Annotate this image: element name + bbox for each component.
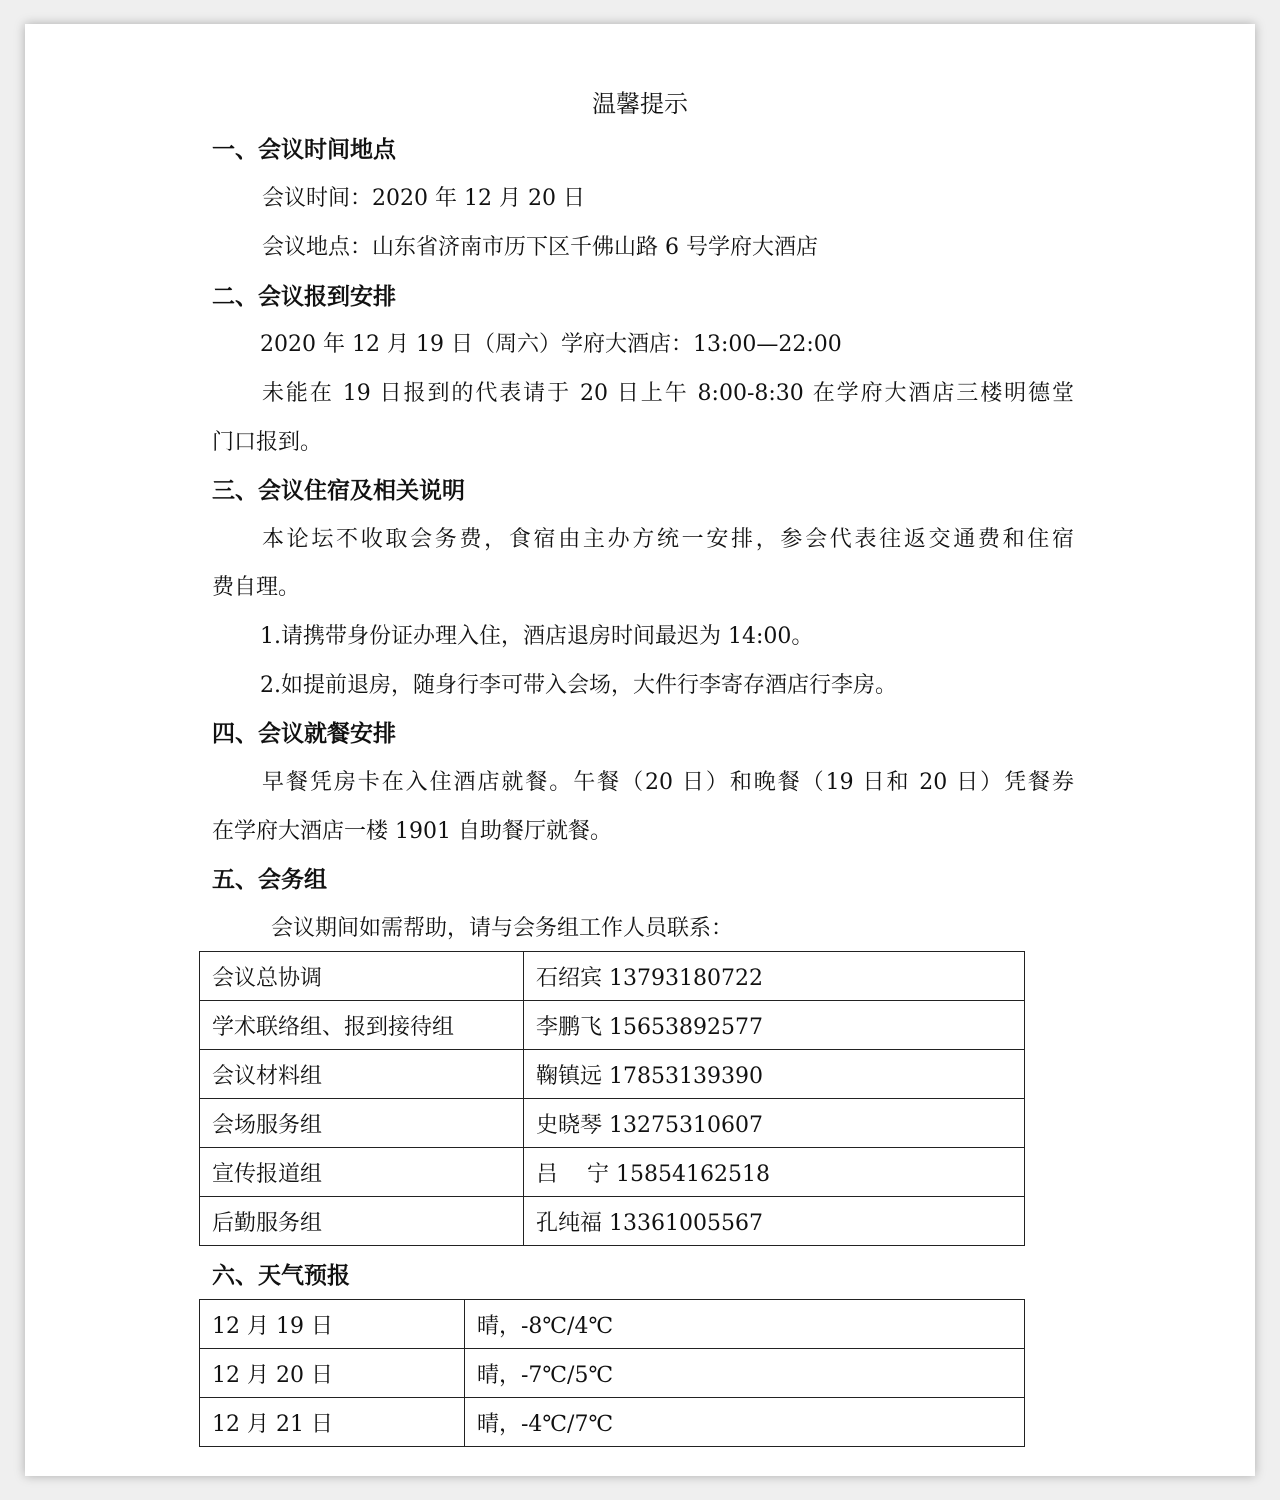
- weather-row-value: 晴，-4℃/7℃: [465, 1398, 1025, 1447]
- contact-row-value: 史晓琴 13275310607: [524, 1099, 1025, 1148]
- weather-row-label: 12 月 21 日: [200, 1398, 465, 1447]
- accommodation-note-1: 1.请携带身份证办理入住，酒店退房时间最迟为 14:00。: [260, 624, 814, 649]
- section-heading-4: 四、会议就餐安排: [212, 721, 396, 747]
- weather-table: [199, 1299, 1025, 1447]
- contact-row: [200, 1050, 1025, 1099]
- registration-time: 2020 年 12 月 19 日（周六）学府大酒店：13:00—22:00: [260, 332, 842, 357]
- weather-row-label: 12 月 20 日: [200, 1349, 465, 1398]
- weather-row: [200, 1349, 1025, 1398]
- accommodation-note-2: 2.如提前退房，随身行李可带入会场，大件行李寄存酒店行李房。: [260, 673, 897, 698]
- section-heading-2: 二、会议报到安排: [212, 284, 396, 310]
- contacts-table: [199, 951, 1025, 1246]
- contact-row-value: 石绍宾 13793180722: [524, 952, 1025, 1001]
- weather-row-value: 晴，-7℃/5℃: [465, 1349, 1025, 1398]
- late-registration-line1: 未能在 19 日报到的代表请于 20 日上午 8:00-8:30 在学府大酒店三楼明德堂: [262, 381, 1074, 406]
- dining-line1: 早餐凭房卡在入住酒店就餐。午餐（20 日）和晚餐（19 日和 20 日）凭餐券: [262, 770, 1074, 795]
- contact-row-value: 孔纯福 13361005567: [524, 1197, 1025, 1246]
- late-registration-line2: 门口报到。: [212, 430, 323, 455]
- contact-row-value: 鞠镇远 17853139390: [524, 1050, 1025, 1099]
- contact-row-label: 学术联络组、报到接待组: [200, 1001, 524, 1050]
- contact-row: [200, 1099, 1025, 1148]
- weather-row: [200, 1398, 1025, 1447]
- contact-row-value: 吕 宁 15854162518: [524, 1148, 1025, 1197]
- section-heading-5: 五、会务组: [212, 867, 327, 893]
- contact-row: [200, 1148, 1025, 1197]
- contact-row-label: 会议总协调: [200, 952, 524, 1001]
- weather-row-value: 晴，-8℃/4℃: [465, 1300, 1025, 1349]
- section-heading-6: 六、天气预报: [212, 1263, 350, 1289]
- contact-intro: 会议期间如需帮助，请与会务组工作人员联系：: [271, 916, 734, 941]
- contact-row-label: 后勤服务组: [200, 1197, 524, 1246]
- meeting-location: 会议地点：山东省济南市历下区千佛山路 6 号学府大酒店: [262, 235, 818, 260]
- weather-row: [200, 1300, 1025, 1349]
- accommodation-line1: 本论坛不收取会务费，食宿由主办方统一安排，参会代表往返交通费和住宿: [262, 527, 1074, 552]
- contact-row: [200, 1197, 1025, 1246]
- contact-row-label: 宣传报道组: [200, 1148, 524, 1197]
- contact-row-value: 李鹏飞 15653892577: [524, 1001, 1025, 1050]
- contact-row: [200, 952, 1025, 1001]
- contact-row-label: 会议材料组: [200, 1050, 524, 1099]
- contact-row-label: 会场服务组: [200, 1099, 524, 1148]
- document-page: [25, 24, 1255, 1476]
- section-heading-1: 一、会议时间地点: [212, 137, 396, 163]
- section-heading-3: 三、会议住宿及相关说明: [212, 478, 465, 504]
- dining-line2: 在学府大酒店一楼 1901 自助餐厅就餐。: [212, 819, 612, 844]
- weather-row-label: 12 月 19 日: [200, 1300, 465, 1349]
- accommodation-line2: 费自理。: [212, 575, 301, 600]
- contact-row: [200, 1001, 1025, 1050]
- meeting-time: 会议时间：2020 年 12 月 20 日: [262, 186, 585, 211]
- document-title: 温馨提示: [592, 90, 688, 118]
